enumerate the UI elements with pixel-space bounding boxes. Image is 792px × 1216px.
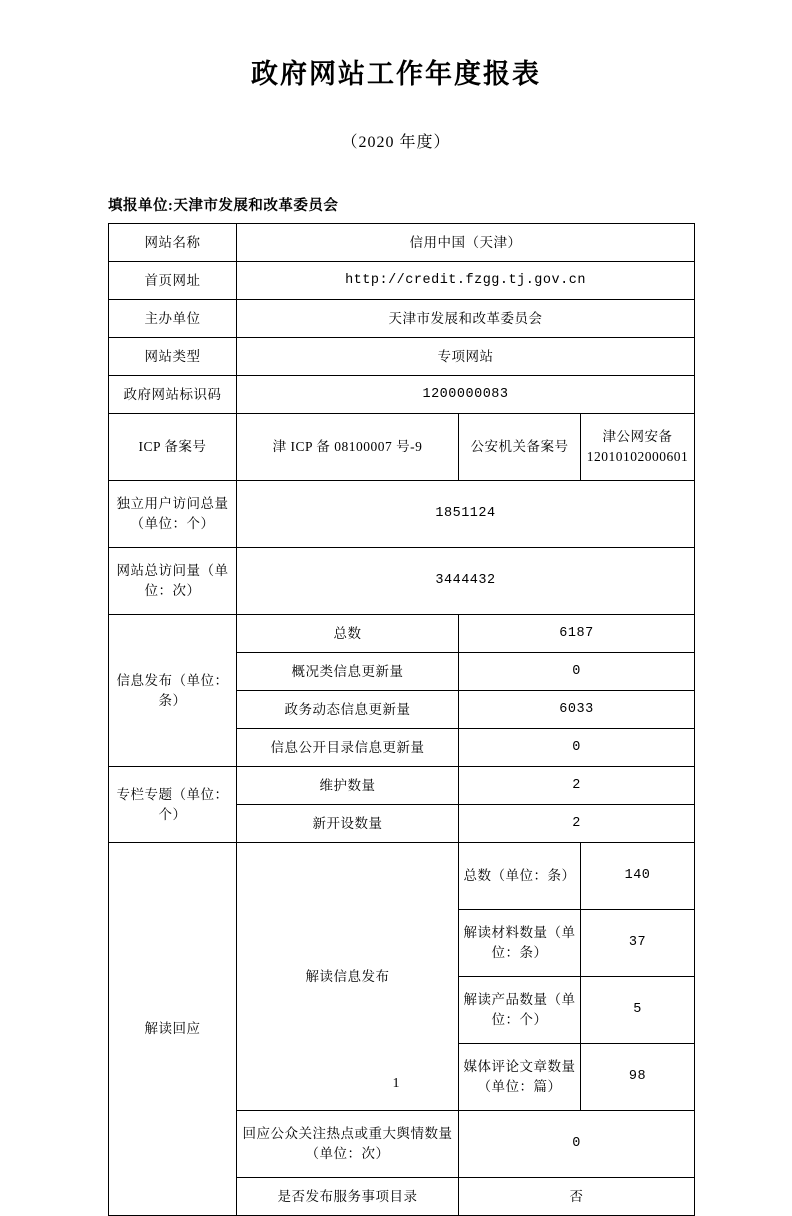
table-row [109, 224, 695, 262]
unique-visitors-label: 独立用户访问总量（单位：个） [109, 481, 237, 548]
interpretation-item-label: 总数（单位：条） [459, 843, 581, 910]
column-topic-item-value: 2 [459, 767, 695, 805]
homepage-value: http://credit.fzgg.tj.gov.cn [237, 262, 695, 300]
table-row [109, 843, 695, 910]
interpretation-item-value: 37 [581, 910, 695, 977]
site-type-value: 专项网站 [237, 338, 695, 376]
interpretation-item-value: 98 [581, 1044, 695, 1111]
site-id-label: 政府网站标识码 [109, 376, 237, 414]
interpretation-response-label: 解读回应 [109, 843, 237, 1216]
site-type-label: 网站类型 [109, 338, 237, 376]
table-row [109, 414, 695, 481]
table-row [109, 300, 695, 338]
interpretation-item-value: 5 [581, 977, 695, 1044]
icp-value: 津 ICP 备 08100007 号-9 [237, 414, 459, 481]
interpretation-item-label: 解读产品数量（单位：个） [459, 977, 581, 1044]
table-row [109, 548, 695, 615]
total-visits-value: 3444432 [237, 548, 695, 615]
interpretation-item-label: 解读材料数量（单位：条） [459, 910, 581, 977]
info-publish-item-label: 概况类信息更新量 [237, 653, 459, 691]
info-publish-item-label: 信息公开目录信息更新量 [237, 729, 459, 767]
host-unit-value: 天津市发展和改革委员会 [237, 300, 695, 338]
police-record-value: 津公网安备 12010102000601 [581, 414, 695, 481]
police-record-label: 公安机关备案号 [459, 414, 581, 481]
service-catalog-label: 是否发布服务事项目录 [237, 1178, 459, 1216]
public-response-value: 0 [459, 1111, 695, 1178]
info-publish-item-label: 政务动态信息更新量 [237, 691, 459, 729]
site-id-value: 1200000083 [237, 376, 695, 414]
interpretation-publish-label: 解读信息发布 [237, 843, 459, 1111]
info-publish-item-value: 0 [459, 653, 695, 691]
service-catalog-value: 否 [459, 1178, 695, 1216]
reporting-unit: 填报单位:天津市发展和改革委员会 [108, 198, 339, 214]
column-topic-item-label: 维护数量 [237, 767, 459, 805]
page-title: 政府网站工作年度报表 [251, 59, 541, 90]
site-name-value: 信用中国（天津） [237, 224, 695, 262]
info-publish-item-label: 总数 [237, 615, 459, 653]
public-response-label: 回应公众关注热点或重大舆情数量（单位：次） [237, 1111, 459, 1178]
column-topic-item-value: 2 [459, 805, 695, 843]
column-topic-item-label: 新开设数量 [237, 805, 459, 843]
table-row [109, 481, 695, 548]
table-row [109, 767, 695, 805]
document-page [0, 52, 792, 1204]
info-publish-item-value: 0 [459, 729, 695, 767]
icp-label: ICP 备案号 [109, 414, 237, 481]
column-topic-label: 专栏专题（单位：个） [109, 767, 237, 843]
table-row [109, 262, 695, 300]
host-unit-label: 主办单位 [109, 300, 237, 338]
unique-visitors-value: 1851124 [237, 481, 695, 548]
info-publish-label: 信息发布（单位：条） [109, 615, 237, 767]
annual-report-table [108, 223, 695, 1216]
interpretation-item-label: 媒体评论文章数量（单位：篇） [459, 1044, 581, 1111]
info-publish-item-value: 6033 [459, 691, 695, 729]
table-row [109, 338, 695, 376]
table-row [109, 615, 695, 653]
page-number: 1 [392, 1076, 400, 1091]
table-row [109, 376, 695, 414]
info-publish-item-value: 6187 [459, 615, 695, 653]
total-visits-label: 网站总访问量（单位：次） [109, 548, 237, 615]
interpretation-item-value: 140 [581, 843, 695, 910]
page-subtitle: （2020 年度） [341, 134, 451, 151]
homepage-label: 首页网址 [109, 262, 237, 300]
site-name-label: 网站名称 [109, 224, 237, 262]
